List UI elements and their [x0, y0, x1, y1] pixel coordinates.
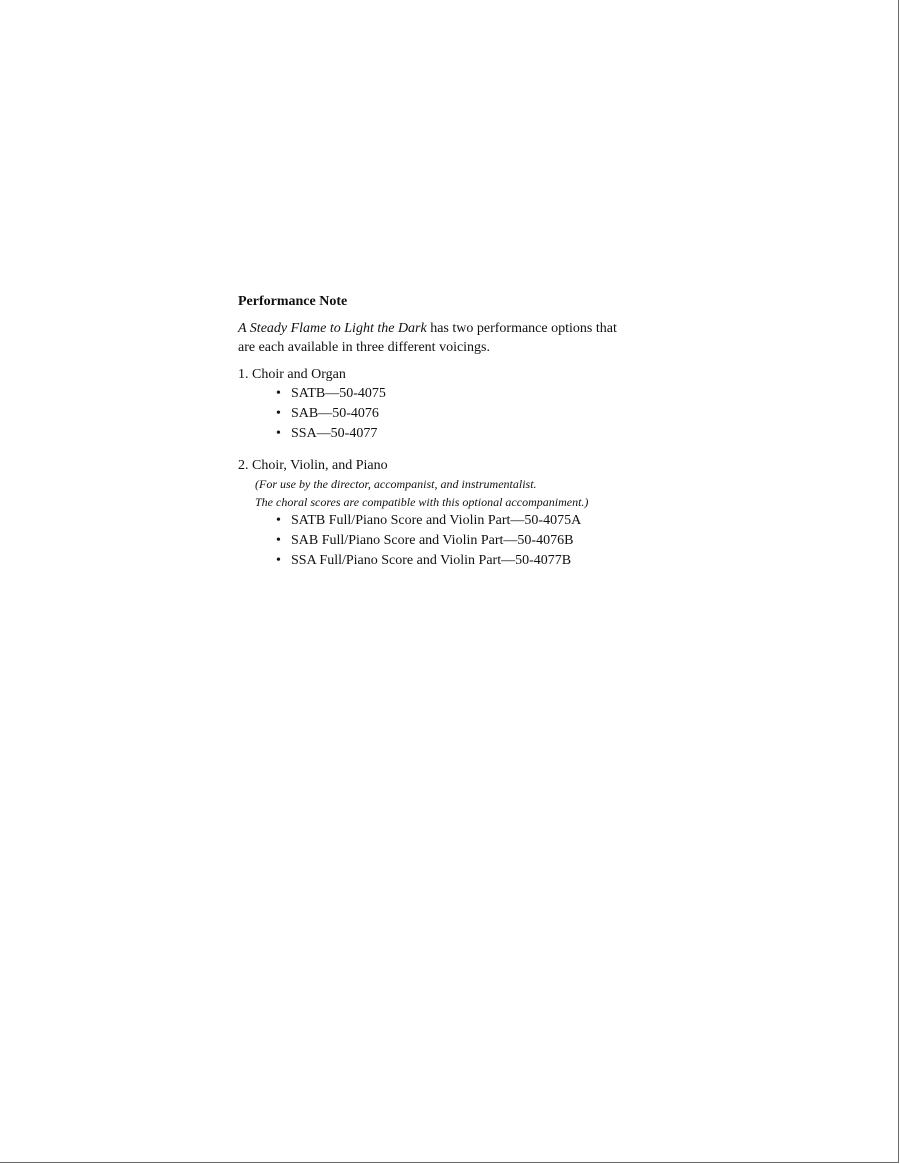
performance-note-intro: [238, 319, 678, 357]
list-item: [276, 531, 678, 551]
intro-text-line2: are each available in three different voicings.: [238, 340, 491, 355]
bullet: •: [276, 553, 281, 568]
list-item: [276, 511, 678, 531]
performance-note-heading: Performance Note: [238, 294, 348, 309]
option-note-line1: (For use by the director, accompanist, and instrumentalist.: [255, 477, 537, 491]
option-label: 2. Choir, Violin, and Piano: [238, 458, 388, 473]
intro-text: has two performance options that: [426, 321, 617, 336]
voicing-text: SATB—50-4075: [291, 386, 386, 401]
piece-title: A Steady Flame to Light the Dark: [238, 321, 427, 336]
list-item: [276, 384, 678, 404]
option-choir-violin-piano: [238, 456, 678, 571]
performance-note: [238, 293, 678, 571]
voicing-text: SATB Full/Piano Score and Violin Part—50-4075A: [291, 513, 582, 528]
voicing-text: SAB Full/Piano Score and Violin Part—50-4076B: [291, 533, 574, 548]
option-choir-organ: [238, 365, 678, 444]
voicing-text: SSA Full/Piano Score and Violin Part—50-4077B: [291, 553, 572, 568]
list-item: [276, 424, 678, 444]
voicing-list: [238, 384, 678, 444]
bullet: •: [276, 386, 281, 401]
bullet: •: [276, 426, 281, 441]
list-item: [276, 551, 678, 571]
bullet: •: [276, 406, 281, 421]
voicing-text: SAB—50-4076: [291, 406, 379, 421]
list-item: [276, 404, 678, 424]
option-label: 1. Choir and Organ: [238, 367, 346, 382]
option-note-line2: The choral scores are compatible with this optional accompaniment.): [255, 495, 589, 509]
voicing-list: [238, 511, 678, 571]
bullet: •: [276, 533, 281, 548]
bullet: •: [276, 513, 281, 528]
voicing-text: SSA—50-4077: [291, 426, 378, 441]
